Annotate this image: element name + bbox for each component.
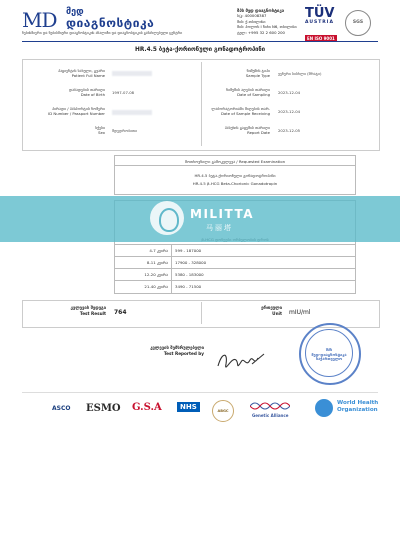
sex-value: მდედრობითი (112, 128, 138, 133)
result-divider (201, 302, 202, 324)
company-line-4: ტელ: +995 32 2 600 200 (237, 29, 285, 35)
ref-divider-1 (114, 256, 356, 257)
gsa-logo: G.S.A (132, 402, 162, 413)
abgc-logo: ABGC (212, 400, 234, 422)
watermark-brand-cn: 马丽塔 (206, 224, 233, 232)
sgs-logo: SGS (345, 10, 371, 36)
ref-divider-0 (114, 244, 356, 245)
tuv-standard: EN ISO 9001 (307, 36, 335, 41)
sampling-date-value: 2023-12-04 (278, 90, 301, 95)
test-result-label: კვლევის შედეგი Test Result (70, 305, 106, 316)
sample-type-value: ვენური სისხლი (შრატი) (278, 71, 322, 76)
signature-image (212, 346, 268, 376)
ref-week-3: 12-20 კვირა (144, 272, 168, 277)
sampling-date-label: ნიმუშის აღების თარიღი Date of Sampling (226, 87, 270, 97)
ref-week-1: 4-7 კვირა (149, 248, 168, 253)
sex-label: სქესი Sex (95, 125, 105, 135)
watermark-brand: MILITTA (190, 207, 255, 221)
logo-geo-line1: მედ (66, 7, 84, 17)
who-logo-text: World Health Organization (337, 400, 379, 413)
tuv-country: AUSTRIA (305, 20, 334, 25)
unit-label: ერთეული Unit (261, 305, 282, 316)
ref-range-3: 5380 - 183000 (175, 272, 204, 277)
who-emblem-icon (315, 399, 333, 417)
report-date-value: 2023-12-05 (278, 128, 301, 133)
md-logo: MD (22, 8, 57, 32)
esmo-logo: ESMO (86, 403, 121, 414)
report-title: HR.4.5 ბეტა-ქორიონული გონადოტროპინი (134, 47, 265, 53)
redacted-id (112, 110, 152, 115)
tuv-brand: TÜV (305, 6, 335, 21)
footer-divider (22, 392, 378, 393)
receiving-date-value: 2023-12-04 (278, 109, 301, 114)
company-name: შპს მედ დიაგნოსტიკა (237, 8, 285, 13)
logo-geo-line2: დიაგნოსტიკა (66, 16, 155, 30)
test-result-value: 764 (114, 309, 127, 316)
company-info (237, 8, 309, 35)
sample-type-label: ნიმუშის ტიპი Sample Type (245, 68, 270, 78)
watermark-logo-icon (150, 201, 184, 235)
patient-name-label: პაციენტის სახელი, გვარი Patient Full Name (58, 68, 105, 78)
report-date-label: პასუხის გაცემის თარიღი Report Date (224, 125, 270, 135)
exam-line-en: HR.4.5 β-HCG Beta-Chorionic Gonadotropin (192, 181, 278, 186)
dna-helix-icon (250, 400, 290, 412)
dob-value: 1997-07-08 (112, 90, 135, 95)
receiving-date-label: ლაბორატორიაში მიღების თარ. Date of Sample Receiving (211, 106, 270, 116)
nhs-logo: NHS (177, 402, 200, 412)
ref-range-2: 17900 - 328000 (175, 260, 207, 265)
dob-label: დაბადების თარიღი Date of Birth (69, 87, 105, 97)
patient-info-divider (201, 62, 202, 146)
exam-header: მოთხოვნილი გამოკვლევა / Requested Examination (184, 159, 286, 164)
exam-header-divider (114, 165, 356, 166)
asco-logo: ASCO (52, 405, 71, 412)
ref-divider-2 (114, 268, 356, 269)
genetic-alliance-logo: Genetic Alliance (252, 413, 289, 418)
exam-line-ge: HR.4.5 ბეტა-ქორიონული გონადოტროპინი (194, 173, 276, 178)
tuv-austria-logo (305, 6, 341, 41)
reported-by-label: კვლევის შემსრულებელი Test Reported by (150, 345, 204, 356)
stamp-text: შპს მედ-დიაგნოსტიკა საქართველო (311, 347, 347, 361)
header-divider (22, 41, 378, 42)
ref-range-4: 3490 - 71500 (175, 284, 202, 289)
id-label: პირადი / პასპორტის ნომერი ID Number / Passport Number (48, 106, 105, 116)
company-line-2: მის: ქ.თბილისი (237, 18, 266, 24)
ref-range-1: 599 - 187000 (175, 248, 202, 253)
redacted-name (112, 71, 152, 76)
ref-divider-3 (114, 280, 356, 281)
company-line-3: მის: პოლოს I ჩიხი N6, თბილისი (237, 24, 297, 30)
unit-value: mIU/ml (289, 309, 311, 316)
ref-week-2: 8-11 კვირა (146, 260, 168, 265)
ref-week-4: 21-40 კვირა (144, 284, 168, 289)
tagline: ნებისმიერი და ნებისმიერი დიაგნოსტიკის ანალიზი და დიაგნოსტიკის განახლებული ცენტრი (22, 31, 183, 35)
company-line-1: ს/კ: 400008387 (237, 13, 267, 19)
